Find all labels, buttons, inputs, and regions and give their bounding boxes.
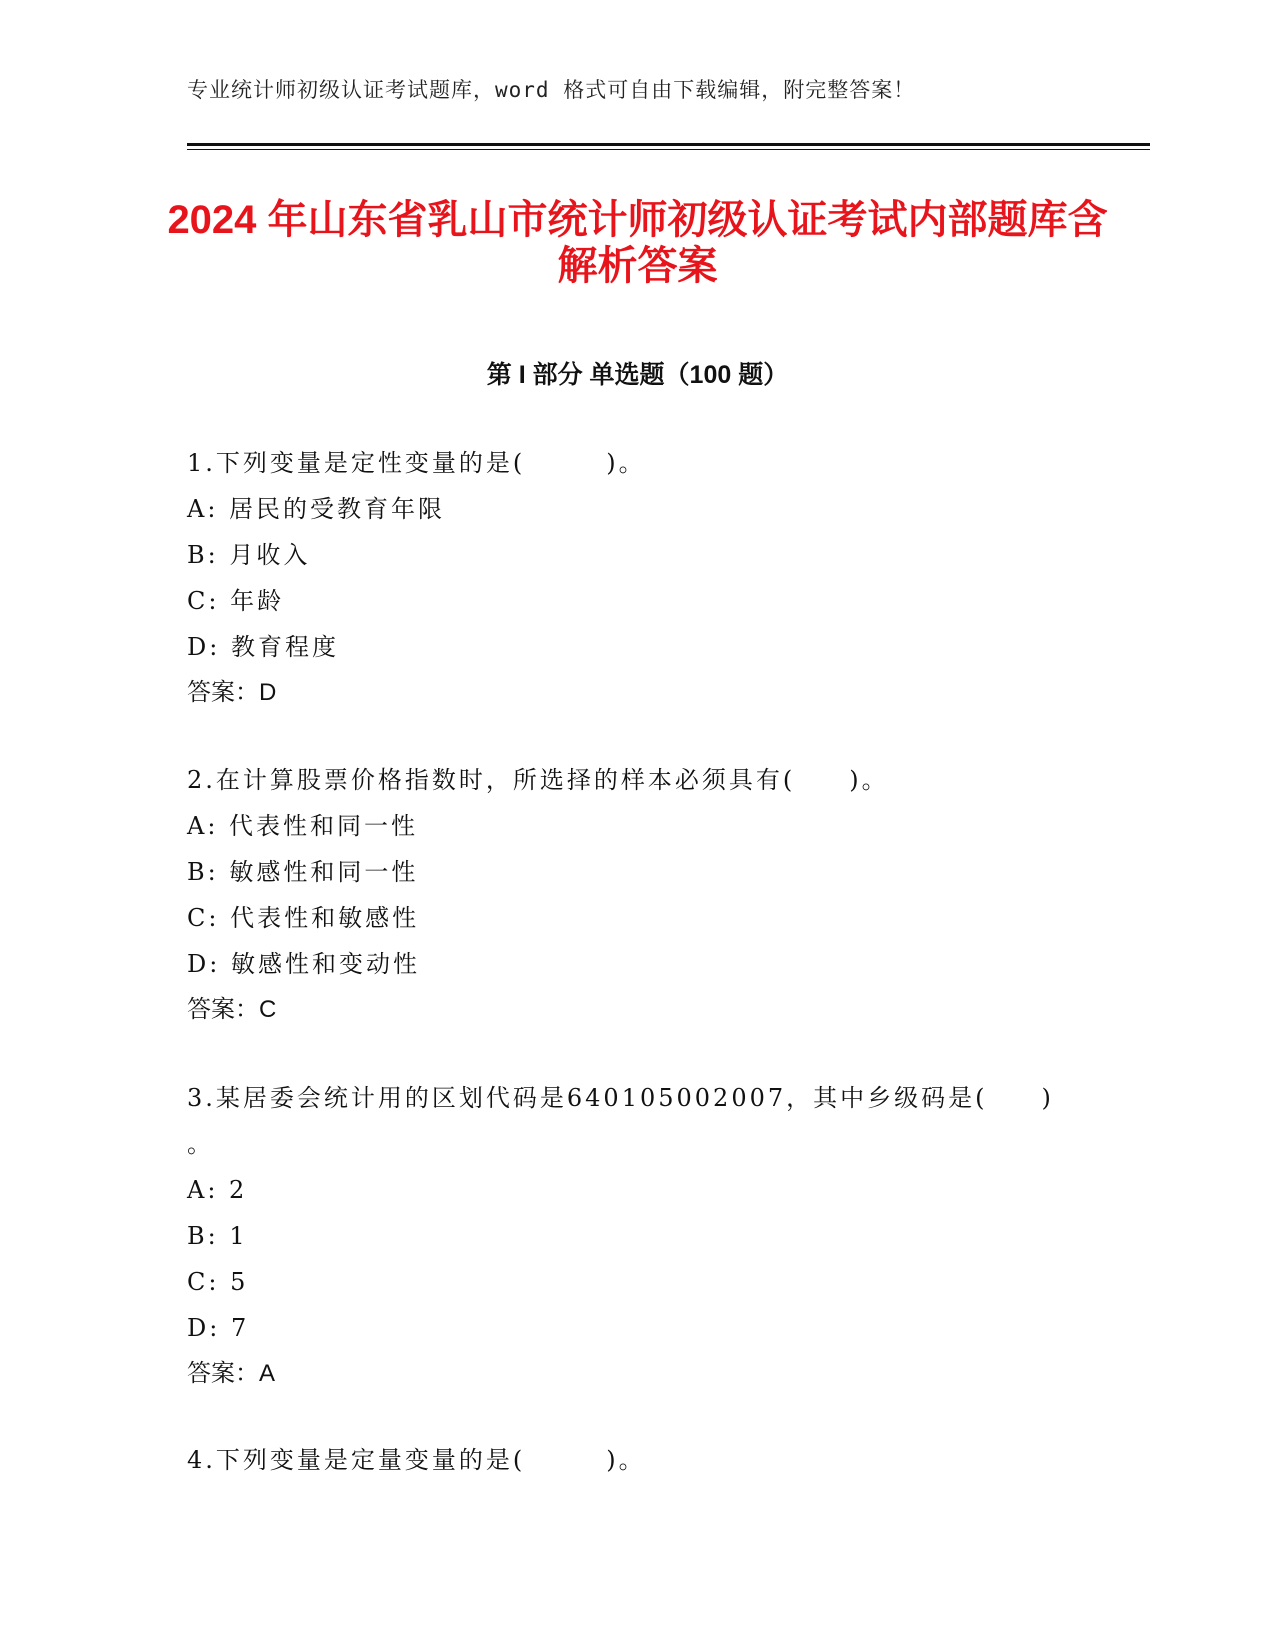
header-rule-thin [187, 149, 1150, 150]
question-stem: 3.某居委会统计用的区划代码是640105002007，其中乡级码是( ) [187, 1084, 1054, 1112]
answer: 答案：D [187, 679, 277, 706]
option-b: B: 1 [187, 1222, 248, 1250]
option-b: B: 敏感性和同一性 [187, 858, 419, 886]
question-4 [187, 1437, 1087, 1483]
answer: 答案：C [187, 996, 277, 1023]
option-a: A: 居民的受教育年限 [187, 495, 446, 523]
answer: 答案：A [187, 1360, 276, 1387]
option-a: A: 代表性和同一性 [187, 812, 419, 840]
option-c: C: 年龄 [187, 587, 285, 615]
question-3 [187, 1075, 1087, 1397]
question-stem-continuation: 。 [187, 1130, 211, 1158]
option-d: D: 7 [187, 1314, 250, 1342]
header-note: 专业统计师初级认证考试题库，word 格式可自由下载编辑，附完整答案！ [187, 78, 916, 102]
question-1 [187, 440, 1087, 716]
question-stem: 1.下列变量是定性变量的是( )。 [187, 449, 646, 477]
question-stem: 4.下列变量是定量变量的是( )。 [187, 1446, 646, 1474]
option-b: B: 月收入 [187, 541, 311, 569]
question-stem: 2.在计算股票价格指数时，所选择的样本必须具有( )。 [187, 766, 889, 794]
option-c: C: 代表性和敏感性 [187, 904, 420, 932]
option-d: D: 教育程度 [187, 633, 339, 661]
header-rule-thick [187, 143, 1150, 146]
option-c: C: 5 [187, 1268, 249, 1296]
option-d: D: 敏感性和变动性 [187, 950, 420, 978]
document-title: 2024 年山东省乳山市统计师初级认证考试内部题库含解析答案 [167, 198, 1108, 288]
section-title: 第 I 部分 单选题（100 题） [486, 361, 789, 389]
question-2 [187, 757, 1087, 1033]
option-a: A: 2 [187, 1176, 248, 1204]
